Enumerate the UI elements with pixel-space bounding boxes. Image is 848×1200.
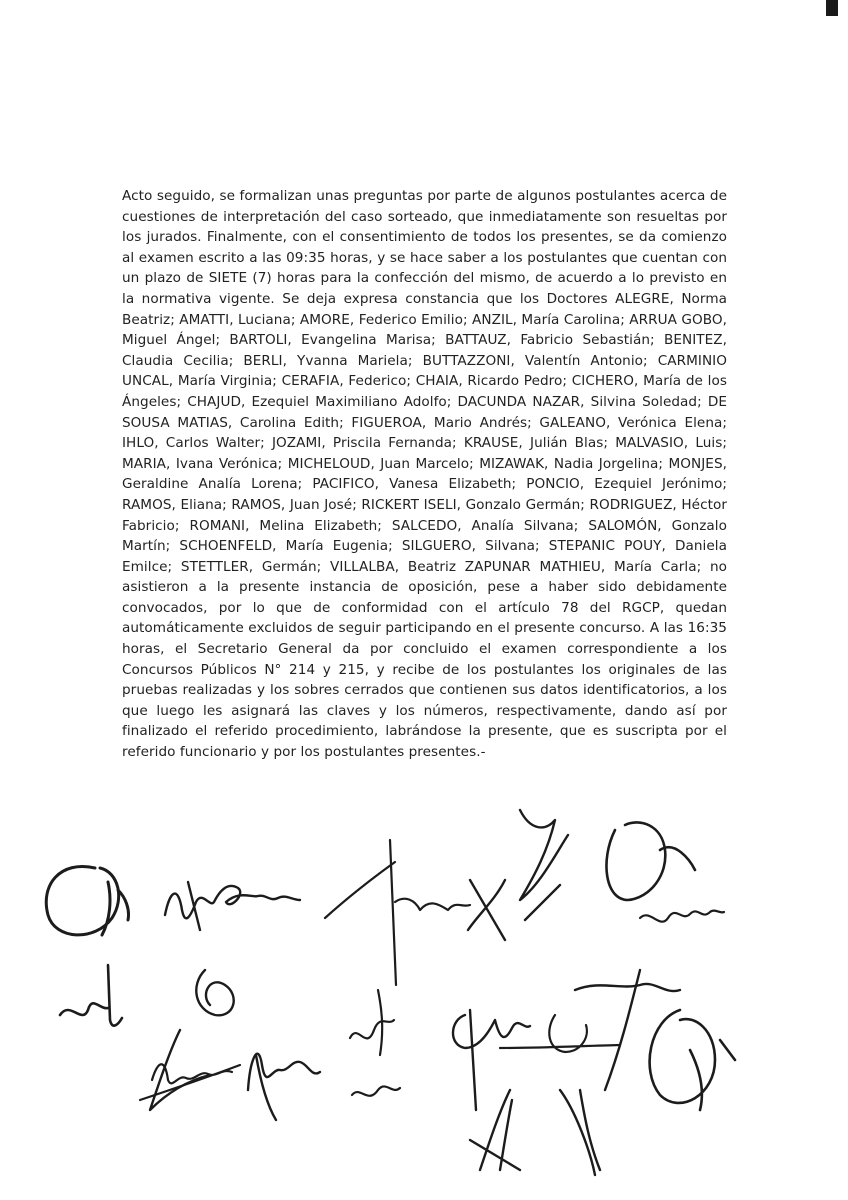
- signature-3-icon: [325, 840, 470, 985]
- signature-13-icon: [500, 1015, 620, 1052]
- signature-7-icon: [60, 965, 122, 1026]
- signature-14-icon: [470, 1090, 520, 1170]
- document-body-text: Acto seguido, se formalizan unas preguntas por parte de algunos postulantes acerca de cuestiones de interpretación del caso sorteado, que inmediatamente son resueltas por los jurados. Finalmente, con el consentimiento de todos los presentes, se da comienzo al examen escrito a las 09:35 horas, y se hace saber a los postulantes que cuentan con un plazo de SIETE (7) horas para la confección del mismo, de acuerdo a lo previsto en la normativa vigente. Se deja expresa constancia que los Doctores ALEGRE, Norma Beatriz; AMATTI, Luciana; AMORE, Federico Emilio; ANZIL, María Carolina; ARRUA GOBO, Miguel Ángel; BARTOLI, Evangelina Marisa; BATTAUZ, Fabricio Sebastián; BENITEZ, Claudia Cecilia; BERLI, Yvanna Mariela; BUTTAZZONI, Valentín Antonio; CARMINIO UNCAL, María Virginia; CERAFIA, Federico; CHAIA, Ricardo Pedro; CICHERO, María de los Ángeles; CHAJUD, Ezequiel Maximiliano Adolfo; DACUNDA NAZAR, Silvina Soledad; DE SOUSA MATIAS, Carolina Edith; FIGUEROA, Mario Andrés; GALEANO, Verónica Elena; IHLO, Carlos Walter; JOZAMI, Priscila Fernanda; KRAUSE, Julián Blas; MALVASIO, Luis; MARIA, Ivana Verónica; MICHELOUD, Juan Marcelo; MIZAWAK, Nadia Jorgelina; MONJES, Geraldine Analía Lorena; PACIFICO, Vanesa Elizabeth; PONCIO, Ezequiel Jerónimo; RAMOS, Eliana; RAMOS, Juan José; RICKERT ISELI, Gonzalo Germán; RODRIGUEZ, Héctor Fabricio; ROMANI, Melina Elizabeth; SALCEDO, Analía Silvana; SALOMÓN, Gonzalo Martín; SCHOENFELD, María Eugenia; SILGUERO, Silvana; STEPANIC POUY, Daniela Emilce; STETTLER, Germán; VILLALBA, Beatriz ZAPUNAR MATHIEU, María Carla; no asistieron a la presente instancia de oposición, pese a haber sido debidamente convocados, por lo que de conformidad con el artículo 78 del RGCP, quedan automáticamente excluidos de seguir participando en el presente concurso. A las 16:35 horas, el Secretario General da por concluido el examen correspondiente a los Concursos Públicos N° 214 y 215, y recibe de los postulantes los originales de las pruebas realizadas y los sobres cerrados que contienen sus datos identificatorios, a los que luego les asignará las claves y los números, respectivamente, dando así por finalizado el referido procedimiento, labrándose la presente, que es suscripta por el referido funcionario y por los postulantes presentes.-: [122, 188, 727, 761]
- signature-16-icon: [650, 1010, 735, 1110]
- signature-6-icon: [640, 911, 724, 922]
- signature-5-icon: [606, 822, 695, 900]
- signature-15-icon: [560, 970, 680, 1175]
- signature-12-icon: [453, 1010, 530, 1110]
- signature-2-icon: [165, 882, 300, 930]
- signature-8-icon: [150, 970, 234, 1110]
- signature-10-icon: [248, 1054, 320, 1120]
- signatures-area: [0, 790, 848, 1190]
- signature-1-icon: [46, 866, 128, 935]
- signature-9-icon: [140, 1064, 240, 1100]
- signature-11-icon: [350, 990, 400, 1096]
- signature-4-icon: [468, 810, 568, 940]
- scan-corner-mark: [826, 0, 838, 16]
